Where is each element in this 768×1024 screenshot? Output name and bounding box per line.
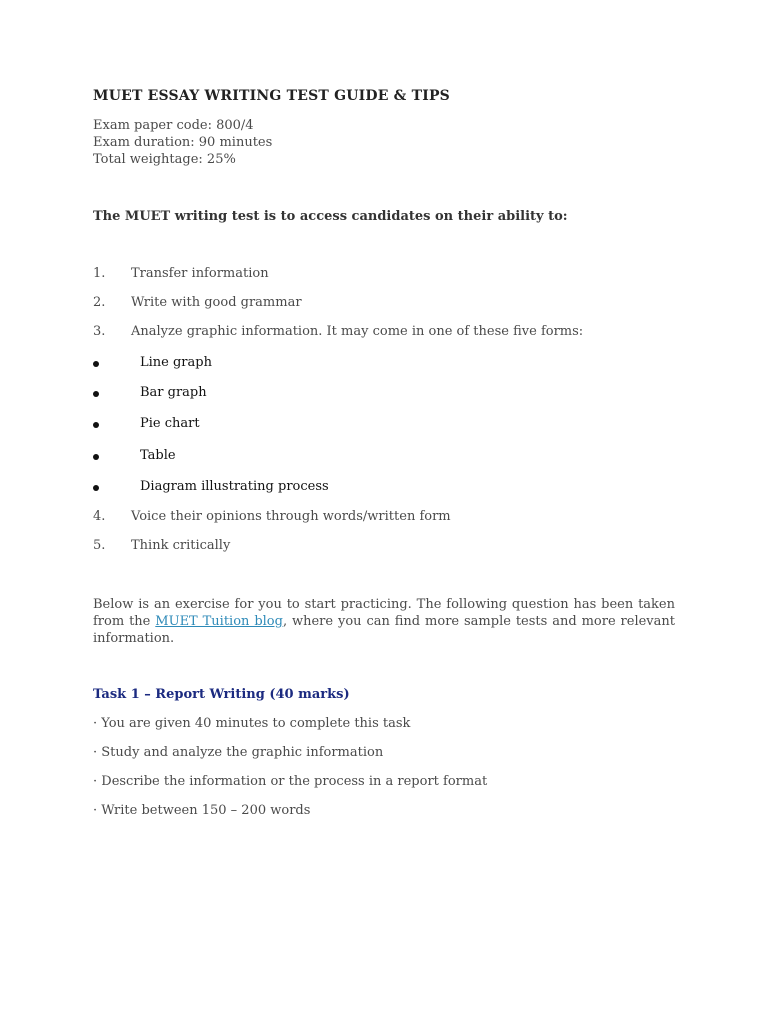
bullet-text: Diagram illustrating process [140,479,329,494]
list-number: 2. [93,295,106,310]
list-text: Voice their opinions through words/written form [131,509,451,524]
task-instruction: · Write between 150 – 200 words [93,803,311,818]
exercise-text-after: , where you can find more sample tests and more relevant information. [93,614,676,646]
exam-duration: Exam duration: 90 minutes [93,135,273,150]
bullet-item [93,385,493,403]
bullet-icon [93,485,99,491]
bullet-text: Bar graph [140,385,207,400]
exercise-paragraph [93,596,675,647]
bullet-item [93,416,493,434]
bullet-icon [93,422,99,428]
task-heading: Task 1 – Report Writing (40 marks) [93,687,350,702]
bullet-icon [93,454,99,460]
list-text: Write with good grammar [131,295,302,310]
bullet-icon [93,361,99,367]
muet-tuition-blog-link[interactable]: MUET Tuition blog [155,614,283,629]
list-item [93,324,673,342]
document-title: MUET ESSAY WRITING TEST GUIDE & TIPS [93,88,450,104]
exam-info [93,117,272,168]
list-item [93,538,653,556]
bullet-text: Pie chart [140,416,200,431]
list-number: 1. [93,266,106,281]
bullet-item [93,355,493,373]
list-item [93,266,653,284]
bullet-text: Line graph [140,355,212,370]
bullet-item [93,479,493,497]
list-text: Transfer information [131,266,269,281]
intro-statement: The MUET writing test is to access candidates on their ability to: [93,209,568,224]
exercise-text-before: Below is an exercise for you to start practicing. The following question has been taken from the [93,597,675,629]
task-instruction: · Study and analyze the graphic information [93,745,384,760]
task-instruction: · Describe the information or the process in a report format [93,774,488,789]
bullet-text: Table [140,448,176,463]
list-text: Think critically [131,538,231,553]
bullet-item [93,448,493,466]
list-number: 3. [93,324,106,339]
list-number: 4. [93,509,106,524]
total-weightage: Total weightage: 25% [93,152,236,167]
task-instruction: · You are given 40 minutes to complete this task [93,716,411,731]
list-text: Analyze graphic information. It may come in one of these five forms: [131,324,584,339]
list-item [93,509,653,527]
exam-paper-code: Exam paper code: 800/4 [93,118,254,133]
bullet-icon [93,391,99,397]
list-item [93,295,653,313]
list-number: 5. [93,538,106,553]
